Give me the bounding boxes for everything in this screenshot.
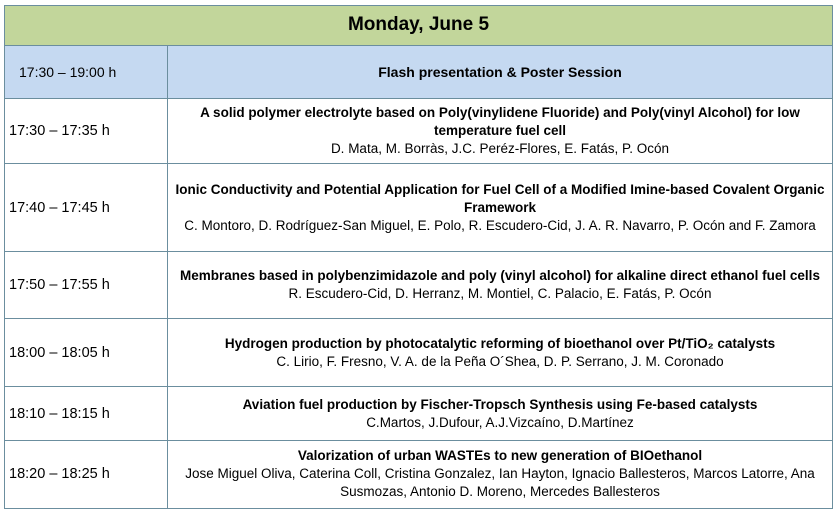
talk-title: Hydrogen production by photocatalytic reforming of bioethanol over Pt/TiO₂ catalysts bbox=[224, 335, 776, 351]
talk-authors: R. Escudero-Cid, D. Herranz, M. Montiel, C. Palacio, E. Fatás, P. Ocón bbox=[288, 286, 712, 302]
talk-time: 17:30 – 17:35 h bbox=[5, 99, 168, 164]
schedule-table bbox=[4, 5, 833, 509]
talk-authors: D. Mata, M. Borràs, J.C. Peréz-Flores, E. Fatás, P. Ocón bbox=[330, 141, 670, 157]
talk-time: 17:40 – 17:45 h bbox=[5, 164, 168, 252]
talk-row bbox=[5, 164, 833, 252]
talk-cell bbox=[168, 164, 833, 252]
talk-cell bbox=[168, 252, 833, 319]
talk-cell bbox=[168, 319, 833, 387]
talk-title: Ionic Conductivity and Potential Application for Fuel Cell of a Modified Imine-based Covalent Organic Framework bbox=[175, 181, 825, 215]
talk-row bbox=[5, 252, 833, 319]
talk-authors: C.Martos, J.Dufour, A.J.Vizcaíno, D.Martínez bbox=[366, 414, 634, 430]
talk-authors: Jose Miguel Oliva, Caterina Coll, Cristina Gonzalez, Ian Hayton, Ignacio Ballesteros, Marcos Latorre, Ana Susmozas, Antonio D. Moreno, Mercedes Ballesteros bbox=[185, 466, 815, 500]
talk-title: A solid polymer electrolyte based on Poly(vinylidene Fluoride) and Poly(vinyl Alcohol) for low temperature fuel cell bbox=[200, 105, 800, 139]
talk-title: Valorization of urban WASTEs to new generation of BIOethanol bbox=[297, 448, 703, 464]
talk-row bbox=[5, 387, 833, 441]
talk-authors: C. Lirio, F. Fresno, V. A. de la Peña O´Shea, D. P. Serrano, J. M. Coronado bbox=[276, 353, 724, 369]
session-time: 17:30 – 19:00 h bbox=[5, 45, 168, 99]
day-header-row bbox=[5, 6, 833, 46]
talk-cell bbox=[168, 440, 833, 508]
day-header: Monday, June 5 bbox=[5, 6, 833, 46]
talk-title: Membranes based in polybenzimidazole and poly (vinyl alcohol) for alkaline direct ethanol fuel cells bbox=[180, 268, 820, 284]
session-title: Flash presentation & Poster Session bbox=[168, 45, 833, 99]
talk-authors: C. Montoro, D. Rodríguez-San Miguel, E. Polo, R. Escudero-Cid, J. A. R. Navarro, P. Ocón and F. Zamora bbox=[184, 217, 816, 233]
talk-time: 17:50 – 17:55 h bbox=[5, 252, 168, 319]
talk-cell bbox=[168, 387, 833, 441]
talk-row bbox=[5, 319, 833, 387]
talk-row bbox=[5, 440, 833, 508]
talk-time: 18:10 – 18:15 h bbox=[5, 387, 168, 441]
talk-title: Aviation fuel production by Fischer-Tropsch Synthesis using Fe-based catalysts bbox=[242, 396, 758, 412]
session-row bbox=[5, 45, 833, 99]
talk-cell bbox=[168, 99, 833, 164]
talk-time: 18:20 – 18:25 h bbox=[5, 440, 168, 508]
talk-row bbox=[5, 99, 833, 164]
talk-time: 18:00 – 18:05 h bbox=[5, 319, 168, 387]
